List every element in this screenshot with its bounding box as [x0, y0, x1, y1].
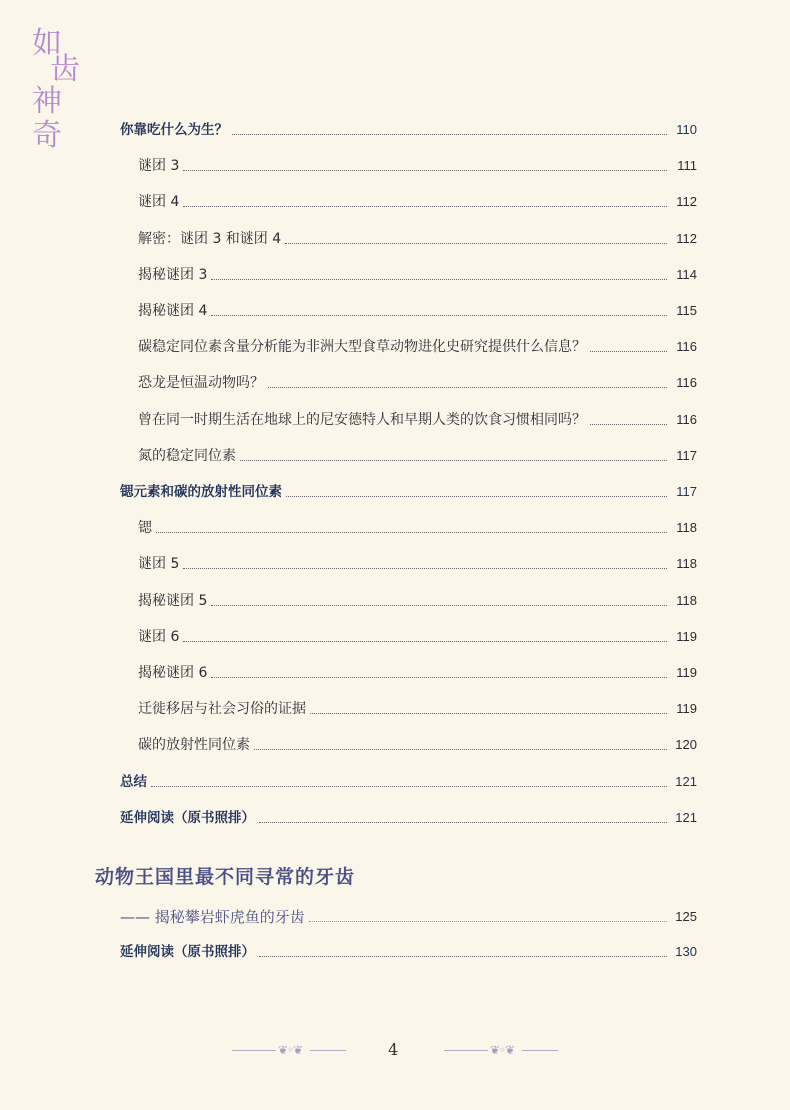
toc-entry-page: 119: [676, 665, 697, 680]
dot-leader: [183, 567, 667, 569]
dot-leader: [240, 459, 667, 461]
footer-rule-right-inner: [444, 1050, 488, 1051]
dot-leader: [259, 955, 667, 957]
toc-entry-page: 120: [675, 737, 697, 753]
dot-leader: [310, 712, 667, 714]
toc-entry-title: 总结: [120, 773, 147, 790]
toc-entry[interactable]: [138, 658, 697, 682]
toc-entry-page: 116: [676, 411, 697, 427]
further-reading-page: 130: [675, 944, 697, 959]
dot-leader: [151, 785, 667, 787]
logo-char-3: 神: [32, 84, 62, 119]
toc-entry-page: 119: [676, 628, 697, 644]
dot-leader: [590, 350, 667, 352]
toc-entry-title: 谜团 5: [138, 556, 180, 573]
toc-entry[interactable]: [120, 767, 697, 791]
footer-rule-left-inner: [310, 1050, 346, 1051]
dot-leader: [183, 640, 667, 642]
toc-entry[interactable]: [138, 368, 697, 392]
toc-entry-page: 111: [677, 158, 697, 174]
toc-entry-title: 碳的放射性同位素: [138, 737, 250, 754]
dot-leader: [211, 604, 667, 606]
footer-ornament-left: ❦◦❦: [278, 1043, 303, 1057]
logo-char-4: 奇: [32, 118, 62, 153]
toc-entry-page: 116: [676, 339, 697, 355]
toc-entry-title: 迁徙移居与社会习俗的证据: [138, 701, 306, 718]
dot-leader: [156, 531, 667, 533]
toc-entry-title: 氮的稳定同位素: [138, 447, 236, 464]
dot-leader: [590, 423, 667, 425]
dot-leader: [183, 169, 667, 171]
toc-entry[interactable]: [138, 296, 697, 320]
toc-entry-page: 112: [676, 194, 697, 210]
toc-entry-page: 118: [676, 592, 697, 608]
toc-entry-title: 锶: [138, 520, 152, 537]
toc-entry[interactable]: [138, 730, 697, 754]
dot-leader: [285, 242, 667, 244]
toc-entry-page: 110: [676, 122, 697, 137]
dot-leader: [211, 676, 667, 678]
toc-entry[interactable]: [138, 405, 697, 429]
toc-entry-title: 谜团 3: [138, 158, 180, 175]
dot-leader: [286, 495, 667, 497]
dot-leader: [259, 821, 667, 823]
toc-entry[interactable]: [138, 622, 697, 646]
toc-entry-page: 121: [675, 809, 697, 825]
toc-entry[interactable]: [138, 224, 697, 248]
toc-entry[interactable]: [138, 441, 697, 465]
toc-entry[interactable]: [138, 694, 697, 718]
toc-entry-page: 118: [676, 520, 697, 536]
toc-entry-page: 119: [676, 701, 697, 717]
toc-entry-page: 116: [676, 375, 697, 391]
toc-entry-title: 碳稳定同位素含量分析能为非洲大型食草动物进化史研究提供什么信息？: [138, 339, 586, 356]
toc-entry-page: 112: [676, 230, 697, 246]
toc-entry-page: 121: [675, 773, 697, 789]
logo-char-2: 齿: [50, 52, 80, 87]
dot-leader: [211, 314, 667, 316]
footer-rule-right: [522, 1050, 558, 1051]
toc-entry-page: 115: [676, 303, 697, 318]
toc-entry-title: 你靠吃什么为生？: [120, 122, 228, 138]
toc-entry-title: 谜团 6: [138, 628, 180, 645]
toc-entry[interactable]: [138, 513, 697, 537]
further-reading-row[interactable]: [120, 937, 697, 961]
dot-leader: [309, 920, 667, 922]
dot-leader: [183, 205, 667, 207]
toc-entry-page: 117: [676, 484, 697, 499]
dot-leader: [268, 386, 667, 388]
dot-leader: [254, 748, 667, 750]
toc-entry[interactable]: [120, 115, 697, 139]
toc-entry-title: 揭秘谜团 5: [138, 592, 208, 609]
toc-entry[interactable]: [138, 187, 697, 211]
toc-entry[interactable]: [138, 549, 697, 573]
toc-entry-title: 揭秘谜团 4: [138, 303, 208, 319]
footer-ornament-right: ❦◦❦: [490, 1043, 515, 1057]
toc-entry[interactable]: [120, 803, 697, 827]
logo-char-1: 如: [32, 26, 62, 61]
toc-entry-title: 揭秘谜团 6: [138, 665, 208, 681]
section-subtitle-page: 125: [675, 909, 697, 924]
toc-entry-page: 118: [676, 556, 697, 572]
toc-entry-title: 曾在同一时期生活在地球上的尼安德特人和早期人类的饮食习惯相同吗？: [138, 411, 586, 428]
page-number: 4: [388, 1040, 399, 1059]
further-reading-title: 延伸阅读（原书照排）: [120, 944, 255, 960]
toc-entry-title: 解密：谜团 3 和谜团 4: [138, 230, 282, 247]
section-title: 动物王国里最不同寻常的牙齿: [95, 866, 356, 888]
toc-entry-title: 谜团 4: [138, 194, 180, 211]
toc-entry-title: 揭秘谜团 3: [138, 266, 208, 283]
toc-entry-page: 117: [676, 447, 697, 463]
toc-entry[interactable]: [138, 332, 697, 356]
toc-entry-title: 延伸阅读（原书照排）: [120, 809, 255, 826]
toc-entry-title: 锶元素和碳的放射性同位素: [120, 484, 282, 500]
toc-entry[interactable]: [138, 260, 697, 284]
toc-entry[interactable]: [138, 151, 697, 175]
toc-entry-title: 恐龙是恒温动物吗？: [138, 375, 264, 392]
toc-entry-page: 114: [676, 266, 697, 282]
section-subtitle: —— 揭秘攀岩虾虎鱼的牙齿: [120, 908, 305, 926]
footer-rule-left: [232, 1050, 276, 1051]
section-subtitle-row[interactable]: [120, 902, 697, 926]
dot-leader: [232, 133, 667, 135]
dot-leader: [211, 278, 667, 280]
toc-entry[interactable]: [138, 586, 697, 610]
toc-entry[interactable]: [120, 477, 697, 501]
